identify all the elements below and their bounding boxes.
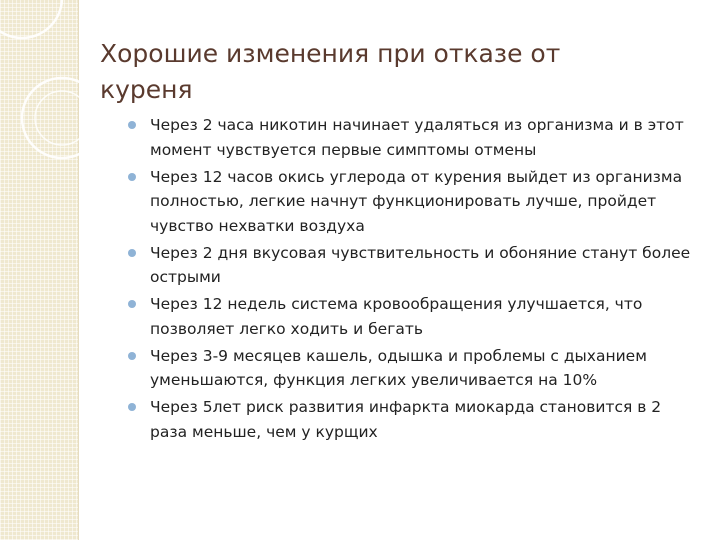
list-item xyxy=(128,165,700,239)
list-item xyxy=(128,395,700,444)
list-item xyxy=(128,344,700,393)
bullet-list xyxy=(128,113,700,447)
bullet-text: Через 3-9 месяцев кашель, одышка и проблемы с дыханием уменьшаются, функция легких увеличивается на 10% xyxy=(150,346,647,389)
bullet-text: Через 12 недель система кровообращения улучшается, что позволяет легко ходить и бегать xyxy=(150,295,643,338)
list-item xyxy=(128,292,700,341)
bullet-text: Через 2 часа никотин начинает удаляться из организма и в этот момент чувствуется первые симптомы отмены xyxy=(150,116,684,159)
bullet-icon xyxy=(128,352,136,360)
bullet-icon xyxy=(128,173,136,181)
list-item xyxy=(128,113,700,162)
list-item xyxy=(128,241,700,290)
bullet-icon xyxy=(128,121,136,129)
bullet-icon xyxy=(128,300,136,308)
slide-title: Хорошие изменения при отказе от куреня xyxy=(100,39,561,104)
bullet-text: Через 5лет риск развития инфаркта миокарда становится в 2 раза меньше, чем у курщих xyxy=(150,398,662,441)
bullet-icon xyxy=(128,249,136,257)
bullet-icon xyxy=(128,403,136,411)
bullet-text: Через 12 часов окись углерода от курения выйдет из организма полностью, легкие начнут функционировать лучше, пройдет чувство нехватки воздуха xyxy=(150,167,683,235)
bullet-text: Через 2 дня вкусовая чувствительность и обоняние станут более острыми xyxy=(150,243,691,286)
